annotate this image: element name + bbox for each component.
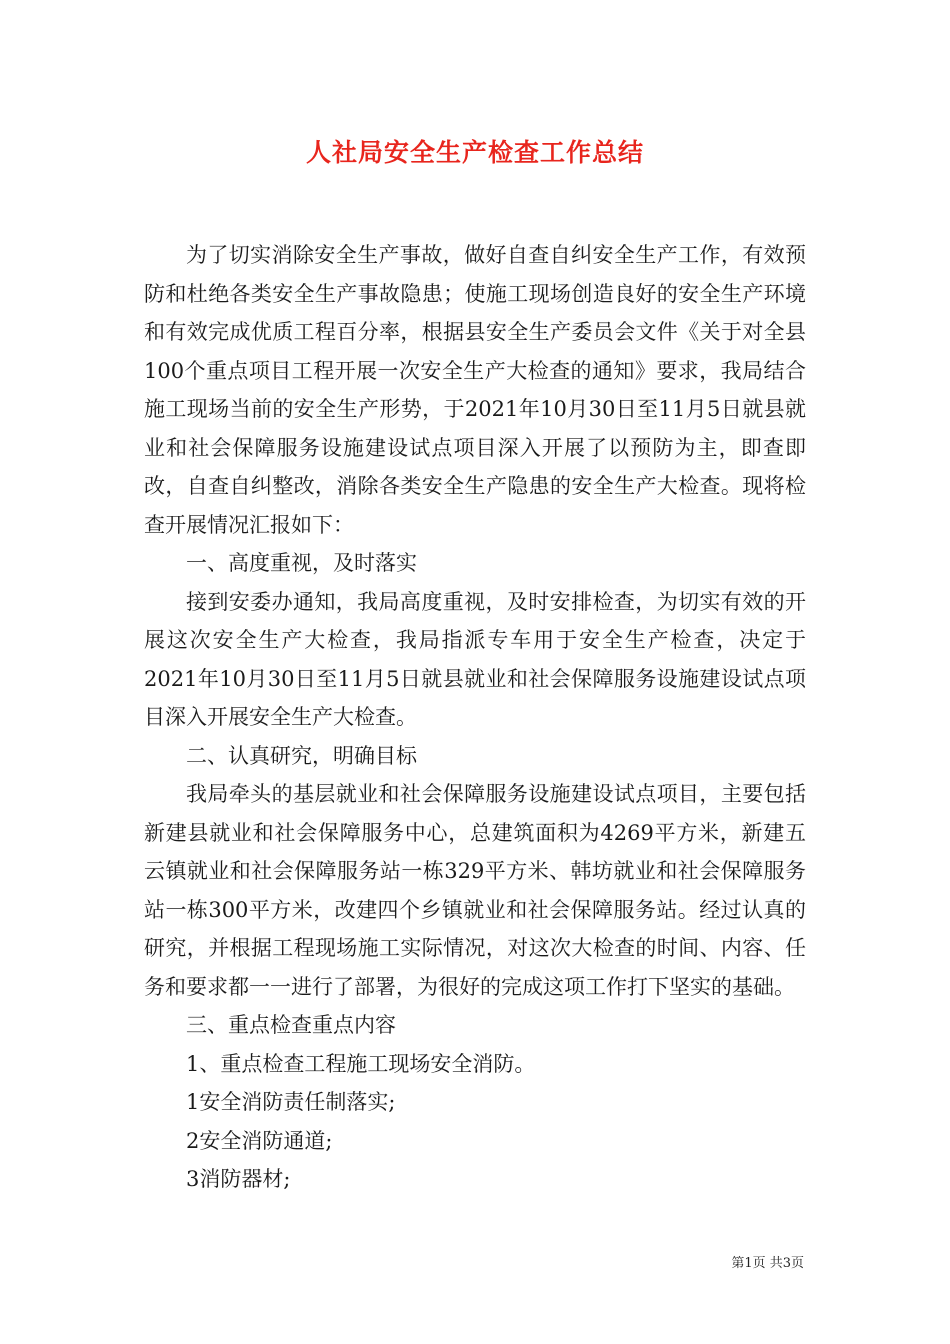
heading-section-2: 二、认真研究，明确目标	[186, 743, 417, 768]
paragraph-intro: 为了切实消除安全生产事故，做好自查自纠安全生产工作，有效预防和杜绝各类安全生产事故隐患；使施工现场创造良好的安全生产环境和有效完成优质工程百分率，根据县安全生产委员会文件《关于对全县100个重点项目工程开展一次安全生产大检查的通知》要求，我局结合施工现场当前的安全生产形势，于2021年10月30日至11月5日就县就业和社会保障服务设施建设试点项目深入开展了以预防为主，即查即改，自查自纠整改，消除各类安全生产隐患的安全生产大检查。现将检查开展情况汇报如下：	[144, 243, 806, 537]
paragraph-section-2: 我局牵头的基层就业和社会保障服务设施建设试点项目，主要包括新建县就业和社会保障服务中心，总建筑面积为4269平方米，新建五云镇就业和社会保障服务站一栋329平方米、韩坊就业和社会保障服务站一栋300平方米，改建四个乡镇就业和社会保障服务站。经过认真的研究，并根据工程现场施工实际情况，对这次大检查的时间、内容、任务和要求都一一进行了部署，为很好的完成这项工作打下坚实的基础。	[144, 782, 806, 999]
heading-section-1: 一、高度重视，及时落实	[186, 551, 417, 575]
page-number-footer: 第1页 共3页	[731, 1256, 804, 1271]
list-item-1: 1、重点检查工程施工现场安全消防。	[186, 1051, 536, 1076]
heading-section-3: 三、重点检查重点内容	[186, 1013, 396, 1037]
document-body	[144, 236, 806, 1199]
document-title: 人社局安全生产检查工作总结	[305, 138, 644, 167]
paragraph-section-1: 接到安委办通知，我局高度重视，及时安排检查，为切实有效的开展这次安全生产大检查，我局指派专车用于安全生产检查，决定于2021年10月30日至11月5日就县就业和社会保障服务设施建设试点项目深入开展安全生产大检查。	[144, 589, 806, 729]
list-subitem-3: 3消防器材;	[186, 1167, 291, 1191]
list-subitem-1: 1安全消防责任制落实;	[186, 1090, 396, 1114]
list-subitem-2: 2安全消防通道;	[186, 1128, 333, 1153]
